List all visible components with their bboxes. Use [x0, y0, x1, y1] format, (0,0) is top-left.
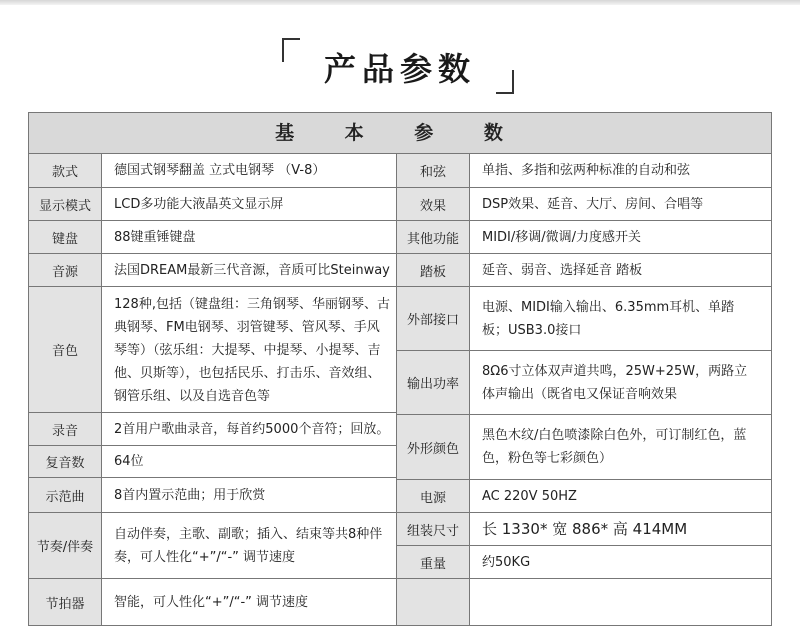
spec-label-dimensions: 组装尺寸 — [397, 513, 470, 546]
spec-label-output-power: 输出功率 — [397, 351, 470, 415]
spec-value-weight: 约50KG — [470, 546, 771, 579]
spec-value-other-functions: MIDI/移调/微调/力度感开关 — [470, 221, 771, 254]
spec-value-dimensions: 长 1330* 宽 886* 高 414MM — [470, 513, 771, 546]
spec-label-sound-source: 音源 — [29, 254, 102, 287]
spec-value-ports: 电源、MIDI输入输出、6.35mm耳机、单踏板；USB3.0接口 — [470, 287, 771, 351]
spec-value-power: AC 220V 50HZ — [470, 480, 771, 513]
spec-value-output-power: 8Ω6寸立体双声道共鸣，25W+25W，两路立体声输出（既省电又保证音响效果 — [470, 351, 771, 415]
page-title: 产品参数 — [323, 50, 476, 88]
spec-value-color: 黑色木纹/白色喷漆除白色外，可订制红色，蓝色，粉色等七彩颜色） — [470, 415, 771, 480]
spec-label-empty — [397, 579, 470, 625]
title-block — [0, 30, 800, 100]
spec-value-effects: DSP效果、延音、大厅、房间、合唱等 — [470, 188, 771, 221]
spec-table-body — [29, 154, 771, 625]
spec-value-style: 德国式钢琴翻盖 立式电钢琴 （V-8） — [102, 154, 397, 188]
spec-value-pedals: 延音、弱音、选择延音 踏板 — [470, 254, 771, 287]
spec-label-voices: 音色 — [29, 287, 102, 413]
spec-label-other-functions: 其他功能 — [397, 221, 470, 254]
spec-value-voices: 128种,包括（键盘组：三角钢琴、华丽钢琴、古典钢琴、FM电钢琴、羽管键琴、管风琴、手风琴等）（弦乐组：大提琴、中提琴、小提琴、吉他、贝斯等），也包括民乐、打击乐、音效组、钢管乐组、以及自选音色等 — [102, 287, 397, 413]
spec-label-color: 外形颜色 — [397, 415, 470, 480]
spec-value-recording: 2首用户歌曲录音，每首约5000个音符；回放。 — [102, 413, 397, 446]
spec-label-style: 款式 — [29, 154, 102, 188]
spec-value-polyphony: 64位 — [102, 446, 397, 478]
spec-label-metronome: 节拍器 — [29, 579, 102, 625]
spec-value-display: LCD多功能大液晶英文显示屏 — [102, 188, 397, 221]
spec-value-sound-source: 法国DREAM最新三代音源，音质可比Steinway — [102, 254, 397, 287]
spec-value-metronome: 智能，可人性化“+”/“-” 调节速度 — [102, 579, 397, 625]
spec-label-display: 显示模式 — [29, 188, 102, 221]
section-title: 基 本 参 数 — [29, 113, 771, 154]
spec-value-demo-songs: 8首内置示范曲；用于欣赏 — [102, 478, 397, 513]
spec-value-rhythm: 自动伴奏，主歌、副歌；插入、结束等共8种伴奏，可人性化“+”/“-” 调节速度 — [102, 513, 397, 579]
spec-label-weight: 重量 — [397, 546, 470, 579]
spec-label-power: 电源 — [397, 480, 470, 513]
spec-label-polyphony: 复音数 — [29, 446, 102, 478]
title-bracket-right — [496, 70, 514, 94]
spec-label-chord: 和弦 — [397, 154, 470, 188]
spec-label-demo-songs: 示范曲 — [29, 478, 102, 513]
spec-value-keyboard: 88键重锤键盘 — [102, 221, 397, 254]
spec-label-keyboard: 键盘 — [29, 221, 102, 254]
spec-value-empty — [470, 579, 771, 625]
top-divider — [0, 0, 800, 5]
spec-value-chord: 单指、多指和弦两种标准的自动和弦 — [470, 154, 771, 188]
spec-table — [28, 112, 772, 626]
spec-label-effects: 效果 — [397, 188, 470, 221]
spec-label-ports: 外部接口 — [397, 287, 470, 351]
spec-label-pedals: 踏板 — [397, 254, 470, 287]
spec-label-recording: 录音 — [29, 413, 102, 446]
spec-label-rhythm: 节奏/伴奏 — [29, 513, 102, 579]
